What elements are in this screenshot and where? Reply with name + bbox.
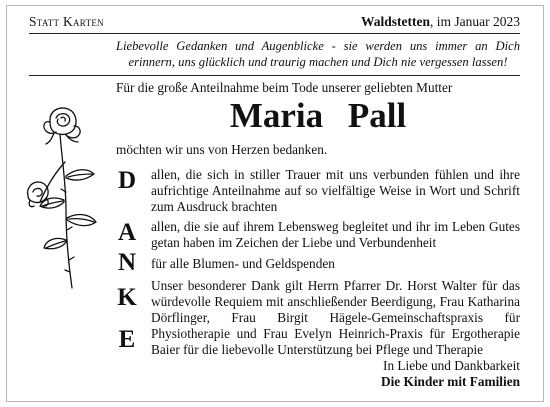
date: , im Januar 2023: [430, 14, 520, 29]
quote-line-2: erinnern, uns glücklich und traurig machen und Dich nie vergessen lassen!: [128, 55, 508, 69]
danke-entry-k: Unser besonderer Dank gilt Herrn Pfarrer Dr. Horst Walter für das würdevolle Requiem mit anschließender Beerdigung, Frau Katharina Dörflinger, Frau Birgit Hägele-Gemeinschaftspraxis für Physiotherapie und Frau Evelyn Heinrich-Praxis für Ergotherapie: [151, 278, 520, 341]
danke-letter-e: E: [118, 326, 136, 353]
statt-karten-label: Statt Karten: [29, 14, 104, 29]
quote-line-1: Liebevolle Gedanken und Augenblicke - sie werden uns immer an Dich: [116, 39, 520, 53]
danke-letter-d: D: [117, 167, 137, 194]
signature: Die Kinder mit Familien: [381, 374, 520, 389]
intro-text: Für die große Anteilnahme beim Tode unserer geliebten Mutter: [116, 80, 453, 95]
rose-icon: [20, 100, 108, 300]
danke-entry-n: für alle Blumen- und Geldspenden: [151, 256, 335, 271]
closing: [381, 358, 520, 390]
danke-entry-d: allen, die sich in stiller Trauer mit uns verbunden fühlen und ihre aufrichtige Anteilnahme auf so vielfältige Weise in Wort und Schrift zum Ausdruck brachten: [151, 167, 520, 214]
quote: [116, 38, 520, 70]
place-date: [361, 14, 520, 30]
divider-top: [29, 33, 520, 34]
danke-letter-n: N: [117, 249, 137, 276]
danke-letter-a: A: [117, 219, 137, 246]
deceased-name: Maria Pall: [229, 96, 407, 135]
divider-quote: [29, 75, 520, 76]
closing-line: In Liebe und Dankbarkeit: [383, 358, 520, 373]
place: Waldstetten: [361, 14, 430, 29]
thanks-line: möchten wir uns von Herzen bedanken.: [116, 142, 328, 157]
danke-entry-a: allen, die sie auf ihrem Lebensweg begleitet und ihr im Leben Gutes getan haben im Zeichen der Liebe und Verbundenheit: [151, 219, 520, 250]
danke-letter-k: K: [117, 284, 137, 311]
danke-entry-e: Baier für die liebevolle Unterstützung bei Pflege und Therapie: [151, 342, 484, 357]
